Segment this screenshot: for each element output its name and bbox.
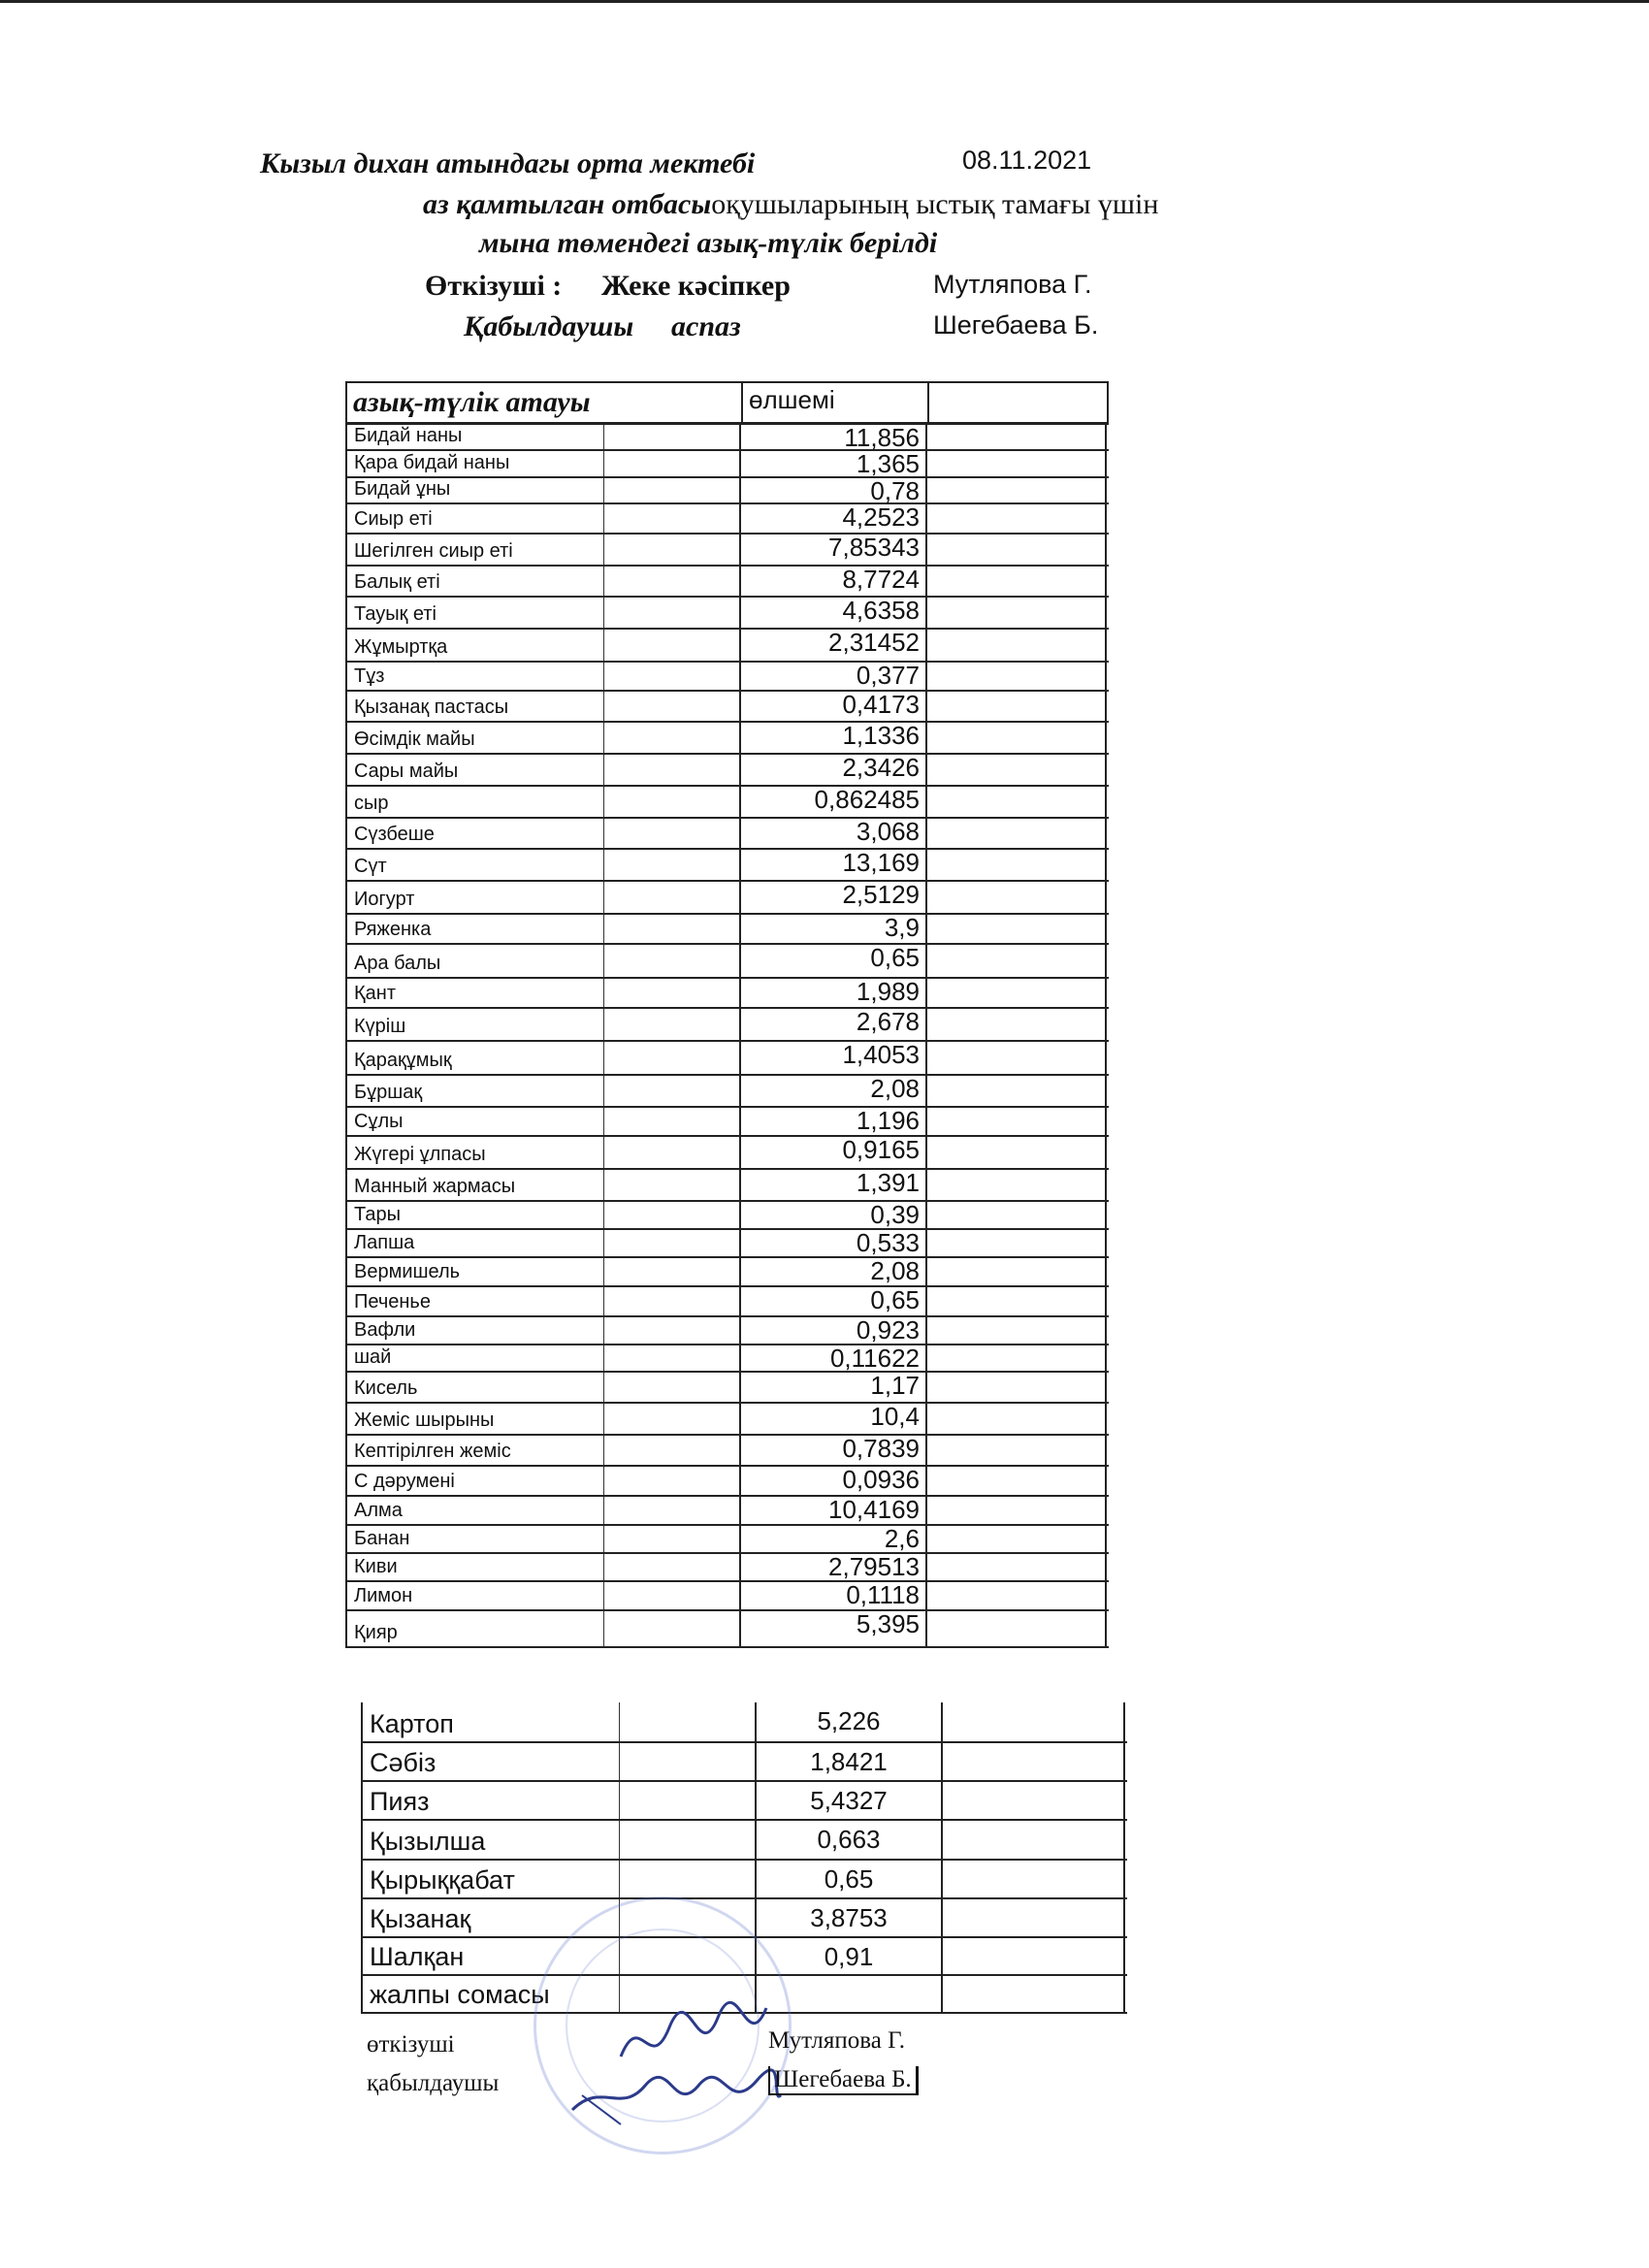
table-row xyxy=(361,1821,1127,1861)
product-name: сыр xyxy=(345,787,603,817)
empty-cell xyxy=(603,1137,739,1168)
extra-cell xyxy=(925,1467,1107,1495)
table-row xyxy=(345,598,1109,630)
table-row xyxy=(345,945,1109,979)
extra-cell xyxy=(925,535,1107,565)
product-name: Тары xyxy=(345,1202,603,1228)
table-row xyxy=(345,451,1109,478)
product-name: Жұмыртқа xyxy=(345,630,603,661)
product-name: Алма xyxy=(345,1497,603,1524)
table-row xyxy=(345,1230,1109,1258)
product-name: Қара бидай наны xyxy=(345,451,603,476)
table-row xyxy=(345,1042,1109,1076)
empty-cell xyxy=(603,692,739,721)
school-name: Кызыл дихан атындагы орта мектебі xyxy=(260,147,756,179)
empty-cell xyxy=(603,882,739,913)
empty-cell xyxy=(603,1436,739,1465)
extra-cell xyxy=(925,567,1107,596)
extra-cell xyxy=(925,425,1107,449)
product-quantity: 2,678 xyxy=(739,1009,925,1040)
product-name: Вермишель xyxy=(345,1258,603,1285)
product-name: Лимон xyxy=(345,1582,603,1609)
empty-cell xyxy=(603,478,739,502)
empty-cell xyxy=(603,1317,739,1344)
table-row xyxy=(345,850,1109,882)
empty-cell xyxy=(619,1821,755,1859)
extra-cell xyxy=(925,979,1107,1007)
product-quantity: 0,533 xyxy=(739,1230,925,1256)
table-row xyxy=(345,1317,1109,1345)
empty-cell xyxy=(603,1404,739,1434)
product-name: Кептірілген жеміс xyxy=(345,1436,603,1465)
product-quantity: 10,4169 xyxy=(739,1497,925,1524)
empty-cell xyxy=(603,755,739,785)
product-quantity: 4,6358 xyxy=(739,598,925,628)
extra-cell xyxy=(925,1108,1107,1135)
table-row xyxy=(345,1345,1109,1373)
table-row xyxy=(345,692,1109,723)
footer-receiver-name: Шегебаева Б. xyxy=(768,2066,919,2095)
product-quantity: 1,989 xyxy=(739,979,925,1007)
table-row xyxy=(345,1202,1109,1230)
product-quantity: 0,923 xyxy=(739,1317,925,1344)
empty-cell xyxy=(603,535,739,565)
supplier-label: Өткізуші : xyxy=(425,270,563,302)
extra-cell xyxy=(941,1743,1125,1780)
extra-cell xyxy=(925,1137,1107,1168)
table-row xyxy=(345,723,1109,755)
table-row xyxy=(345,425,1109,451)
extra-cell xyxy=(925,723,1107,753)
product-quantity: 3,068 xyxy=(739,819,925,848)
extra-cell xyxy=(925,1554,1107,1580)
product-quantity: 0,9165 xyxy=(739,1137,925,1168)
product-quantity: 1,17 xyxy=(739,1373,925,1402)
extra-cell xyxy=(925,1582,1107,1609)
product-name: Бидай ұны xyxy=(345,478,603,502)
product-name: Күріш xyxy=(345,1009,603,1040)
product-quantity: 0,65 xyxy=(739,945,925,977)
table-row xyxy=(345,1108,1109,1137)
extra-cell xyxy=(925,1317,1107,1344)
product-quantity: 0,377 xyxy=(739,663,925,690)
product-name: Картоп xyxy=(361,1702,619,1741)
empty-cell xyxy=(603,723,739,753)
table-header xyxy=(345,381,1109,425)
table-row xyxy=(345,1404,1109,1436)
product-quantity: 2,79513 xyxy=(739,1554,925,1580)
product-quantity: 5,226 xyxy=(755,1702,941,1741)
empty-cell xyxy=(619,1743,755,1780)
empty-cell xyxy=(603,1554,739,1580)
empty-cell xyxy=(603,945,739,977)
product-quantity: 0,78 xyxy=(739,478,925,502)
product-quantity: 2,6 xyxy=(739,1526,925,1552)
product-quantity: 1,1336 xyxy=(739,723,925,753)
extra-cell xyxy=(925,1436,1107,1465)
extra-cell xyxy=(925,1230,1107,1256)
product-name: Сұлы xyxy=(345,1108,603,1135)
extra-cell xyxy=(925,1009,1107,1040)
table-row xyxy=(345,882,1109,915)
product-name: Пияз xyxy=(361,1782,619,1819)
empty-cell xyxy=(603,1287,739,1315)
product-name: Кисель xyxy=(345,1373,603,1402)
empty-cell xyxy=(603,1467,739,1495)
table-row xyxy=(345,787,1109,819)
product-quantity: 2,5129 xyxy=(739,882,925,913)
product-quantity: 8,7724 xyxy=(739,567,925,596)
empty-cell xyxy=(603,567,739,596)
empty-cell xyxy=(603,979,739,1007)
product-name: Балық еті xyxy=(345,567,603,596)
product-name: Шегілген сиыр еті xyxy=(345,535,603,565)
table-row xyxy=(345,535,1109,567)
table-row xyxy=(345,1554,1109,1582)
product-name: Тауық еті xyxy=(345,598,603,628)
table-row xyxy=(345,630,1109,663)
product-quantity: 2,08 xyxy=(739,1258,925,1285)
table-row xyxy=(345,1467,1109,1497)
table-row xyxy=(345,1526,1109,1554)
table-row xyxy=(361,1702,1127,1743)
footer-supplier-name: Мутляпова Г. xyxy=(768,2027,905,2054)
product-quantity: 0,65 xyxy=(739,1287,925,1315)
extra-cell xyxy=(925,787,1107,817)
product-name: Бидай наны xyxy=(345,425,603,449)
table-row xyxy=(345,1436,1109,1467)
empty-cell xyxy=(603,1009,739,1040)
product-name: жалпы сомасы xyxy=(361,1976,619,2012)
product-quantity: 1,196 xyxy=(739,1108,925,1135)
table-row xyxy=(345,1009,1109,1042)
header-line-2-rest: оқушыларының ыстық тамағы үшін xyxy=(711,188,1159,220)
product-name: Банан xyxy=(345,1526,603,1552)
extra-cell xyxy=(925,819,1107,848)
receiver-name: Шегебаева Б. xyxy=(933,310,1099,340)
extra-cell xyxy=(925,478,1107,502)
footer-supplier-label: өткізуші xyxy=(367,2031,455,2057)
extra-cell xyxy=(925,692,1107,721)
table-row xyxy=(345,819,1109,850)
product-quantity: 13,169 xyxy=(739,850,925,880)
empty-cell xyxy=(603,1076,739,1106)
handwritten-signature xyxy=(563,1989,786,2134)
table-row xyxy=(345,1611,1109,1648)
product-quantity: 5,4327 xyxy=(755,1782,941,1819)
product-quantity: 3,9 xyxy=(739,915,925,943)
product-name: С дәрумені xyxy=(345,1467,603,1495)
column-header-name: азық-түлік атауы xyxy=(353,386,591,418)
product-name: Ряженка xyxy=(345,915,603,943)
product-quantity: 11,856 xyxy=(739,425,925,449)
product-quantity: 1,4053 xyxy=(739,1042,925,1074)
table-row xyxy=(345,663,1109,692)
document-date: 08.11.2021 xyxy=(962,146,1092,175)
table-row xyxy=(345,1497,1109,1526)
extra-cell xyxy=(925,1497,1107,1524)
product-quantity: 1,8421 xyxy=(755,1743,941,1780)
extra-cell xyxy=(941,1899,1125,1936)
product-quantity: 4,2523 xyxy=(739,504,925,533)
extra-cell xyxy=(925,1611,1107,1646)
extra-cell xyxy=(925,915,1107,943)
extra-cell xyxy=(941,1702,1125,1741)
empty-cell xyxy=(603,425,739,449)
product-name: Тұз xyxy=(345,663,603,690)
product-name: Иогурт xyxy=(345,882,603,913)
product-quantity: 1,365 xyxy=(739,451,925,476)
product-name: шай xyxy=(345,1345,603,1371)
extra-cell xyxy=(941,1821,1125,1859)
table-row xyxy=(345,915,1109,945)
product-name: Қарақұмық xyxy=(345,1042,603,1074)
product-table xyxy=(345,425,1109,1648)
table-row xyxy=(345,567,1109,598)
empty-cell xyxy=(603,787,739,817)
extra-cell xyxy=(925,1373,1107,1402)
empty-cell xyxy=(603,1611,739,1646)
extra-cell xyxy=(925,630,1107,661)
table-row xyxy=(345,1373,1109,1404)
extra-cell xyxy=(941,1861,1125,1897)
supplier-type: Жеке кәсіпкер xyxy=(601,270,791,302)
empty-cell xyxy=(619,1861,755,1897)
product-name: Печенье xyxy=(345,1287,603,1315)
extra-cell xyxy=(925,1287,1107,1315)
product-quantity: 5,395 xyxy=(739,1611,925,1646)
extra-cell xyxy=(925,1345,1107,1371)
product-name: Қырыққабат xyxy=(361,1861,619,1897)
table-row xyxy=(345,755,1109,787)
table-row xyxy=(345,979,1109,1009)
table-row xyxy=(345,1258,1109,1287)
product-name: Қызылша xyxy=(361,1821,619,1859)
product-name: Шалқан xyxy=(361,1938,619,1974)
table-row xyxy=(361,1782,1127,1821)
product-quantity: 0,663 xyxy=(755,1821,941,1859)
extra-cell xyxy=(925,598,1107,628)
empty-cell xyxy=(603,1230,739,1256)
empty-cell xyxy=(603,1108,739,1135)
table-row xyxy=(345,1582,1109,1611)
product-quantity: 2,3426 xyxy=(739,755,925,785)
empty-cell xyxy=(603,1582,739,1609)
receiver-label: Қабылдаушы xyxy=(464,310,634,342)
product-name: Қызанақ xyxy=(361,1899,619,1936)
extra-cell xyxy=(925,504,1107,533)
extra-cell xyxy=(925,1404,1107,1434)
scan-top-edge xyxy=(0,0,1649,3)
product-name: Ара балы xyxy=(345,945,603,977)
extra-cell xyxy=(925,1170,1107,1200)
extra-cell xyxy=(925,451,1107,476)
footer-receiver-label: қабылдаушы xyxy=(367,2070,500,2096)
product-quantity: 0,65 xyxy=(755,1861,941,1897)
product-name: Бұршақ xyxy=(345,1076,603,1106)
supplier-name: Мутляпова Г. xyxy=(933,270,1092,299)
empty-cell xyxy=(603,1042,739,1074)
header-line-2-italic: аз қамтылган отбасы xyxy=(423,188,712,220)
product-quantity: 0,39 xyxy=(739,1202,925,1228)
empty-cell xyxy=(603,1497,739,1524)
product-quantity: 7,85343 xyxy=(739,535,925,565)
product-quantity: 2,08 xyxy=(739,1076,925,1106)
product-name: Сүт xyxy=(345,850,603,880)
product-name: Сүзбеше xyxy=(345,819,603,848)
empty-cell xyxy=(603,819,739,848)
product-name: Сары майы xyxy=(345,755,603,785)
product-name: Жүгері ұлпасы xyxy=(345,1137,603,1168)
product-quantity: 3,8753 xyxy=(755,1899,941,1936)
table-row xyxy=(345,1287,1109,1317)
extra-cell xyxy=(925,1258,1107,1285)
table-row xyxy=(361,1743,1127,1782)
empty-cell xyxy=(619,1782,755,1819)
product-name: Лапша xyxy=(345,1230,603,1256)
product-name: Жеміс шырыны xyxy=(345,1404,603,1434)
extra-cell xyxy=(925,1076,1107,1106)
product-name: Қызанақ пастасы xyxy=(345,692,603,721)
empty-cell xyxy=(603,850,739,880)
product-quantity: 0,862485 xyxy=(739,787,925,817)
empty-cell xyxy=(603,1373,739,1402)
table-row xyxy=(345,1137,1109,1170)
product-name: Қияр xyxy=(345,1611,603,1646)
product-quantity: 0,11622 xyxy=(739,1345,925,1371)
product-quantity: 2,31452 xyxy=(739,630,925,661)
empty-cell xyxy=(603,1202,739,1228)
product-name: Сиыр еті xyxy=(345,504,603,533)
column-header-empty xyxy=(927,383,1107,422)
extra-cell xyxy=(925,663,1107,690)
product-name: Қант xyxy=(345,979,603,1007)
header-line-2 xyxy=(423,188,1158,221)
extra-cell xyxy=(925,1042,1107,1074)
empty-cell xyxy=(619,1702,755,1741)
product-quantity: 0,1118 xyxy=(739,1582,925,1609)
extra-cell xyxy=(941,1976,1125,2012)
table-row xyxy=(345,504,1109,535)
table-row xyxy=(345,1076,1109,1108)
product-quantity: 0,0936 xyxy=(739,1467,925,1495)
empty-cell xyxy=(603,451,739,476)
header-line-3: мына төмендегі азық-түлік берілді xyxy=(479,227,938,259)
extra-cell xyxy=(941,1938,1125,1974)
empty-cell xyxy=(603,915,739,943)
product-name: Сәбіз xyxy=(361,1743,619,1780)
empty-cell xyxy=(603,663,739,690)
product-quantity: 0,91 xyxy=(755,1938,941,1974)
extra-cell xyxy=(925,945,1107,977)
extra-cell xyxy=(941,1782,1125,1819)
extra-cell xyxy=(925,1526,1107,1552)
empty-cell xyxy=(603,1258,739,1285)
extra-cell xyxy=(925,850,1107,880)
empty-cell xyxy=(603,598,739,628)
empty-cell xyxy=(603,1345,739,1371)
product-quantity: 0,7839 xyxy=(739,1436,925,1465)
product-name: Манный жармасы xyxy=(345,1170,603,1200)
table-row xyxy=(361,1861,1127,1899)
extra-cell xyxy=(925,882,1107,913)
table-row xyxy=(345,1170,1109,1202)
receiver-role: аспаз xyxy=(671,310,741,342)
column-header-measure: өлшемі xyxy=(741,383,927,422)
extra-cell xyxy=(925,1202,1107,1228)
product-quantity: 1,391 xyxy=(739,1170,925,1200)
product-name: Вафли xyxy=(345,1317,603,1344)
empty-cell xyxy=(603,1526,739,1552)
empty-cell xyxy=(603,1170,739,1200)
table-row xyxy=(345,478,1109,504)
product-name: Өсімдік майы xyxy=(345,723,603,753)
empty-cell xyxy=(603,504,739,533)
empty-cell xyxy=(603,630,739,661)
product-quantity: 10,4 xyxy=(739,1404,925,1434)
product-name: Киви xyxy=(345,1554,603,1580)
product-quantity: 0,4173 xyxy=(739,692,925,721)
extra-cell xyxy=(925,755,1107,785)
